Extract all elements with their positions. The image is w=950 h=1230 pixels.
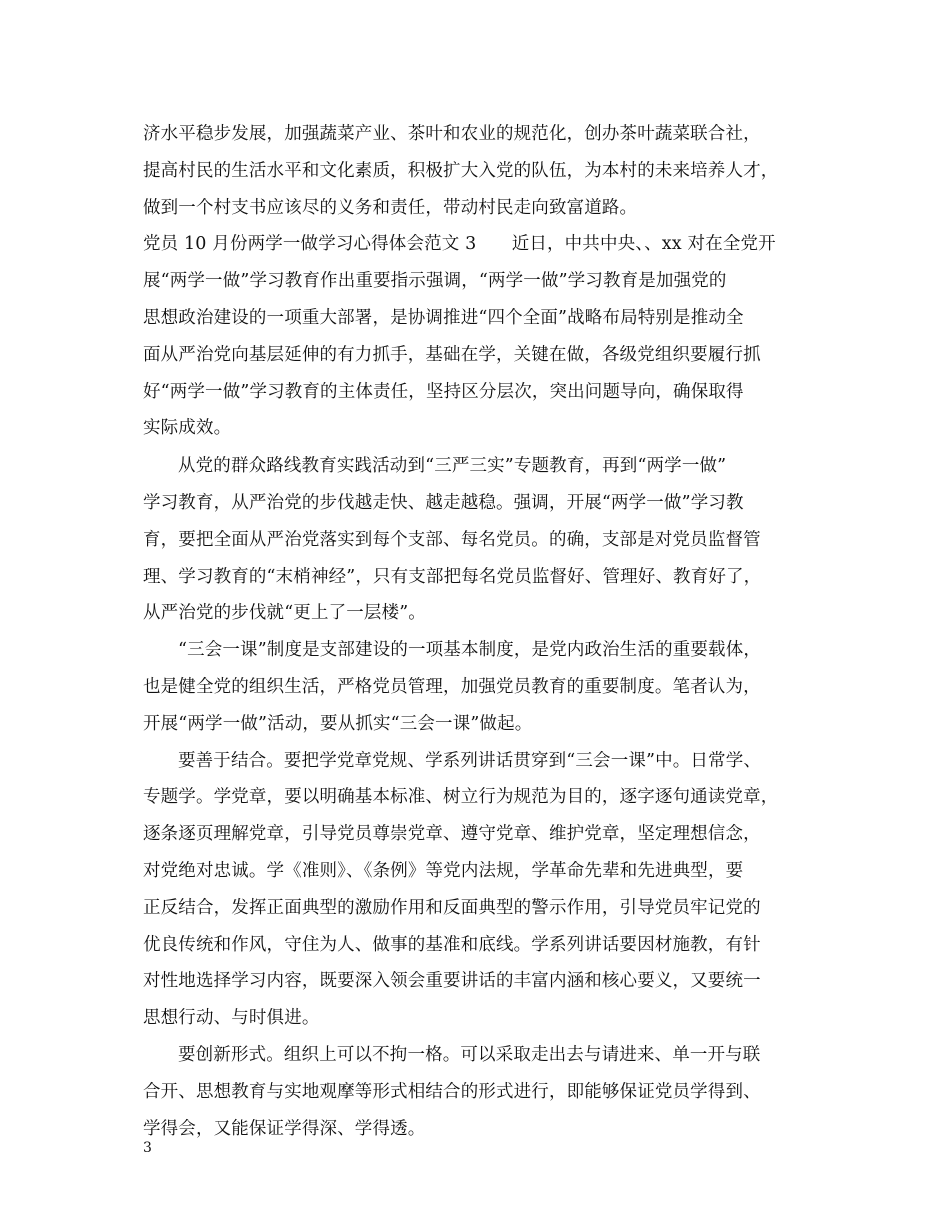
text-line: 理、学习教育的“末梢神经”，只有支部把每名党员监督好、管理好、教育好了， (143, 566, 762, 587)
paragraph-start-line: 要善于结合。要把学党章党规、学系列讲话贯穿到“三会一课”中。日常学、 (178, 750, 761, 771)
text-line: 正反结合，发挥正面典型的激励作用和反面典型的警示作用，引导党员牢记党的 (143, 897, 761, 918)
text-line: 面从严治党向基层延伸的有力抓手，基础在学，关键在做，各级党组织要履行抓 (143, 344, 761, 365)
text-line: 从严治党的步伐就“更上了一层楼”。 (143, 603, 426, 624)
paragraph-start-line: 要创新形式。组织上可以不拘一格。可以采取走出去与请进来、单一开与联 (178, 1044, 761, 1065)
text-line: 党员 10 月份两学一做学习心得体会范文 3 近日，中共中央、、xx 对在全党开 (143, 234, 776, 255)
text-line: 做到一个村支书应该尽的义务和责任，带动村民走向致富道路。 (143, 197, 638, 218)
page-number: 3 (143, 1140, 152, 1156)
document-body (143, 116, 843, 1147)
text-line: 合开、思想教育与实地观摩等形式相结合的形式进行，即能够保证党员学得到、 (143, 1081, 761, 1102)
text-line: 对性地选择学习内容，既要深入领会重要讲话的丰富内涵和核心要义，又要统一 (143, 971, 761, 992)
text-line: 思想政治建设的一项重大部署，是协调推进“四个全面”战略布局特别是推动全 (143, 307, 744, 328)
text-line: 展“两学一做”学习教育作出重要指示强调，“两学一做”学习教育是加强党的 (143, 271, 727, 292)
text-line: 实际成效。 (143, 418, 232, 439)
text-line: 好“两学一做”学习教育的主体责任，坚持区分层次，突出问题导向，确保取得 (143, 381, 744, 402)
text-line: 优良传统和作风，守住为人、做事的基准和底线。学系列讲话要因材施教，有针 (143, 934, 761, 955)
paragraph-start-line: 从党的群众路线教育实践活动到“三严三实”专题教育，再到“两学一做” (178, 456, 727, 477)
text-line: 对党绝对忠诚。学《准则》、《条例》等党内法规，学革命先辈和先进典型，要 (143, 860, 744, 881)
paragraph-start-line: “三会一课”制度是支部建设的一项基本制度，是党内政治生活的重要载体， (178, 640, 761, 661)
text-line: 育，要把全面从严治党落实到每个支部、每名党员。的确，支部是对党员监督管 (143, 529, 761, 550)
text-line: 济水平稳步发展，加强蔬菜产业、茶叶和农业的规范化，创办茶叶蔬菜联合社， (143, 124, 761, 144)
text-line: 学得会，又能保证学得深、学得透。 (143, 1118, 426, 1139)
text-line: 逐条逐页理解党章，引导党员尊崇党章、遵守党章、维护党章，坚定理想信念， (143, 824, 761, 845)
text-line: 开展“两学一做”活动，要从抓实“三会一课”做起。 (143, 713, 533, 734)
text-line: 也是健全党的组织生活，严格党员管理，加强党员教育的重要制度。笔者认为， (143, 676, 761, 697)
text-line: 学习教育，从严治党的步伐越走快、越走越稳。强调，开展“两学一做”学习教 (143, 492, 744, 513)
text-line: 专题学。学党章，要以明确基本标准、树立行为规范为目的，逐字逐句通读党章， (143, 787, 779, 808)
text-line: 提高村民的生活水平和文化素质，积极扩大入党的队伍，为本村的未来培养人才， (143, 160, 779, 181)
text-line: 思想行动、与时俱进。 (143, 1008, 320, 1029)
